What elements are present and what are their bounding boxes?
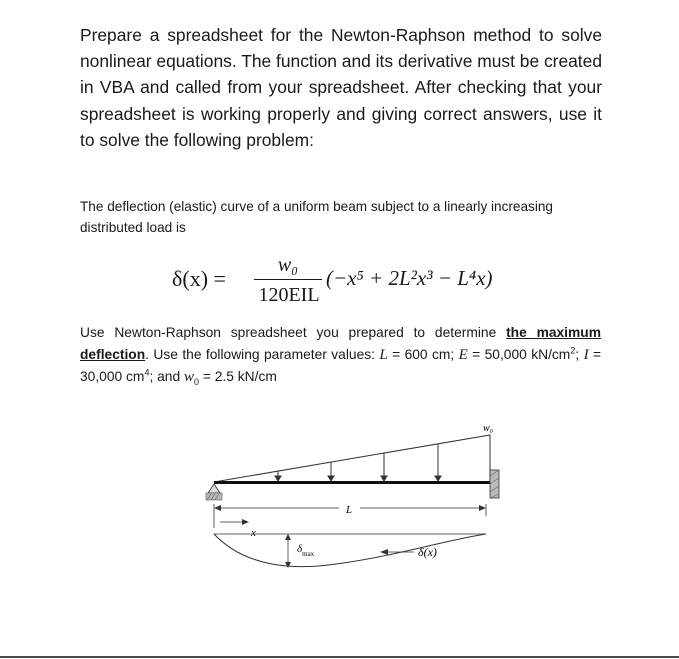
curve-label: δ(x) (418, 545, 437, 559)
delta-max-symbol: δ (297, 543, 303, 555)
problem-text-1: Use Newton-Raphson spreadsheet you prepared to determine (80, 325, 507, 340)
symbol-E: E (458, 346, 468, 363)
delta-max-arrow-top (285, 534, 291, 540)
exponent-E: 2 (570, 344, 576, 355)
deflection-intro-line-1: The deflection (elastic) curve of a uniform beam subject to a linearly increasing (80, 199, 553, 214)
x-arrow-head (242, 519, 249, 525)
deflection-intro (80, 196, 600, 238)
fraction-bar (254, 279, 322, 280)
subscript-w: 0 (194, 376, 200, 387)
pin-support-icon (206, 484, 222, 500)
bottom-rule (0, 656, 679, 658)
maximum-deflection-emphasis: the maximum deflection (80, 325, 601, 362)
deflection-equation (172, 252, 532, 312)
equation-lhs: δ(x) = (172, 266, 226, 291)
symbol-I: I (583, 346, 589, 363)
load-arrows (275, 444, 441, 481)
exponent-I: 4 (144, 367, 150, 378)
value-L: = 600 cm; (387, 346, 459, 362)
dimension-arrow-left (214, 505, 221, 511)
length-label: L (346, 504, 353, 516)
equation-denominator: 120EIL (258, 284, 320, 306)
equation-numerator: w₀ (277, 254, 299, 276)
symbol-w: w (183, 369, 194, 385)
curve-leader-arrow (380, 549, 388, 555)
symbol-L: L (379, 346, 388, 363)
beam-figure (196, 418, 516, 584)
and-text: ; and (149, 369, 184, 384)
x-label: x (251, 527, 256, 539)
delta-max-subscript: max (302, 550, 315, 558)
value-E: = 50,000 kN/cm (467, 346, 571, 362)
dimension-arrow-right (479, 505, 486, 511)
delta-max-label (297, 543, 315, 558)
value-I: = 30,000 cm (80, 346, 602, 384)
deflection-intro-line-2: distributed load is (80, 220, 186, 235)
intro-paragraph: Prepare a spreadsheet for the Newton-Raphson method to solve nonlinear equations. The function and its derivative must be created in VBA and called from your spreadsheet. After checking that your spreadsheet is working properly and giving correct answers, use it to solve the following problem: (80, 25, 602, 150)
equation-rhs: (−x⁵ + 2L²x³ − L⁴x) (326, 266, 493, 290)
separator: ; (575, 346, 584, 362)
load-label: w₀ (483, 423, 494, 434)
distributed-load-outline (214, 435, 490, 482)
delta-max-arrow-bottom (285, 562, 291, 568)
problem-text-2: . Use the following parameter values: (145, 346, 380, 362)
fixed-support-icon (490, 470, 499, 498)
value-w: = 2.5 kN/cm (199, 369, 277, 384)
beam (214, 481, 490, 484)
problem-paragraph (80, 322, 601, 389)
